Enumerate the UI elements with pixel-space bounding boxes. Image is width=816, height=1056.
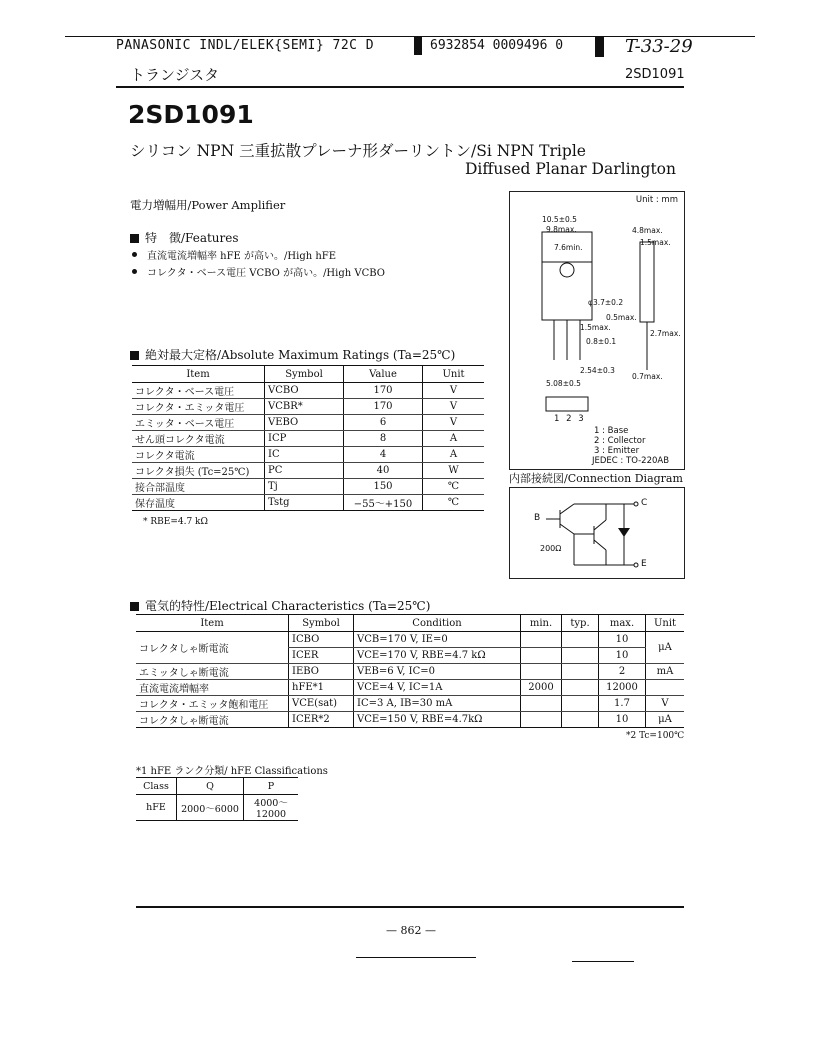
table-row: コレクタしゃ断電流 ICBO VCB=170 V, IE=0 10 μA [136, 632, 684, 648]
col-header: Condition [354, 615, 521, 632]
handwritten-note: T-33-29 [625, 36, 693, 57]
category-label: トランジスタ [130, 66, 220, 84]
table-row: せん頭コレクタ電流 ICP 8 A [132, 431, 484, 447]
abs-max-table [132, 365, 484, 511]
col-header: min. [521, 615, 562, 632]
pin-legend: 1 : Base 2 : Collector 3 : Emitter [594, 426, 646, 456]
col-header: Unit [423, 366, 485, 383]
application: 電力増幅用/Power Amplifier [130, 198, 286, 212]
footer-rule [136, 906, 684, 908]
col-header: Item [136, 615, 289, 632]
table-row: コレクタ・エミッタ電圧 VCBR* 170 V [132, 399, 484, 415]
dim-label: φ3.7±0.2 [588, 298, 624, 307]
elec-heading: 電気的特性/Electrical Characteristics (Ta=25℃) [130, 597, 430, 614]
features-heading: 特 徴/Features [130, 229, 239, 246]
part-number-top: 2SD1091 [625, 67, 685, 82]
table-row: コレクタしゃ断電流 ICER*2 VCE=150 V, RBE=4.7kΩ 10 μA [136, 712, 684, 728]
subtitle-line1: シリコン NPN 三重拡散プレーナ形ダーリントン/Si NPN Triple [130, 142, 586, 160]
table-row: エミッタ・ベース電圧 VEBO 6 V [132, 415, 484, 431]
page-title: 2SD1091 [128, 100, 254, 129]
col-header: max. [599, 615, 646, 632]
dim-label: 4.8max. [632, 226, 663, 235]
scan-header: PANASONIC INDL/ELEK{SEMI} 72C D [116, 38, 375, 53]
table-row: コレクタ・エミッタ飽和電圧 VCE(sat) IC=3 A, IB=30 mA 1.7 V [136, 696, 684, 712]
scan-code: 6932854 0009496 0 [430, 38, 564, 53]
pin-e-label: E [641, 559, 647, 569]
pin-b-label: B [534, 513, 541, 523]
dim-label: 0.7max. [632, 372, 663, 381]
scan-mark-1 [414, 37, 422, 55]
dim-label: 5.08±0.5 [546, 379, 581, 388]
circuit-svg [510, 488, 684, 578]
connection-diagram [509, 487, 685, 579]
col-header: Item [132, 366, 265, 383]
connection-heading: 内部接続図/Connection Diagram [509, 472, 683, 485]
col-header: Symbol [265, 366, 344, 383]
dim-label: 7.6min. [554, 243, 583, 252]
pin-c-label: C [641, 498, 648, 508]
dim-label: 0.8±0.1 [586, 337, 617, 346]
scan-rule-bottom [572, 961, 634, 962]
table-row: 接合部温度 Tj 150 ℃ [132, 479, 484, 495]
abs-max-heading: 絶対最大定格/Absolute Maximum Ratings (Ta=25℃) [130, 346, 455, 363]
elec-table [136, 614, 684, 728]
dim-label: 9.8max. [546, 225, 577, 234]
unit-label: Unit : mm [635, 195, 678, 205]
col-header: Value [344, 366, 423, 383]
scan-rule-bottom [356, 957, 476, 958]
page-number: — 862 — [386, 924, 436, 937]
dim-label: 2.54±0.3 [580, 366, 615, 375]
elec-note: *2 Tc=100℃ [626, 731, 685, 741]
col-header: Unit [646, 615, 685, 632]
dim-label: 1.5max. [640, 238, 671, 247]
feature-item: コレクタ・ベース電圧 VCBO が高い。/High VCBO [132, 264, 385, 279]
dim-label: 2.7max. [650, 329, 681, 338]
table-row: 保存温度 Tstg −55〜+150 ℃ [132, 495, 484, 511]
jedec-label: JEDEC : TO-220AB [592, 456, 670, 466]
package-drawing [509, 191, 685, 470]
col-header: Symbol [289, 615, 354, 632]
class-heading: *1 hFE ランク分類/ hFE Classifications [136, 766, 328, 777]
table-row: コレクタ・ベース電圧 VCBO 170 V [132, 383, 484, 399]
scan-mark-2 [595, 37, 604, 57]
resistor-label: 200Ω [540, 544, 562, 553]
table-row: エミッタしゃ断電流 IEBO VEB=6 V, IC=0 2 mA [136, 664, 684, 680]
subtitle-line2: Diffused Planar Darlington [465, 160, 676, 178]
dim-label: 0.5max. [606, 313, 637, 322]
pin-numbers: 1 2 3 [554, 414, 586, 424]
feature-item: 直流電流増幅率 hFE が高い。/High hFE [132, 247, 336, 262]
table-row: コレクタ損失 (Tc=25℃) PC 40 W [132, 463, 484, 479]
class-table: Class Q P hFE 2000〜6000 4000〜12000 [136, 777, 298, 821]
abs-max-note: * RBE=4.7 kΩ [143, 517, 208, 527]
table-row: 直流電流増幅率 hFE*1 VCE=4 V, IC=1A 2000 12000 [136, 680, 684, 696]
header-rule [116, 86, 684, 88]
table-row: hFE 2000〜6000 4000〜12000 [136, 795, 298, 821]
col-header: typ. [562, 615, 599, 632]
dim-label: 10.5±0.5 [542, 215, 577, 224]
dim-label: 1.5max. [580, 323, 611, 332]
table-row: ICER VCE=170 V, RBE=4.7 kΩ 10 [136, 648, 684, 664]
table-row: コレクタ電流 IC 4 A [132, 447, 484, 463]
